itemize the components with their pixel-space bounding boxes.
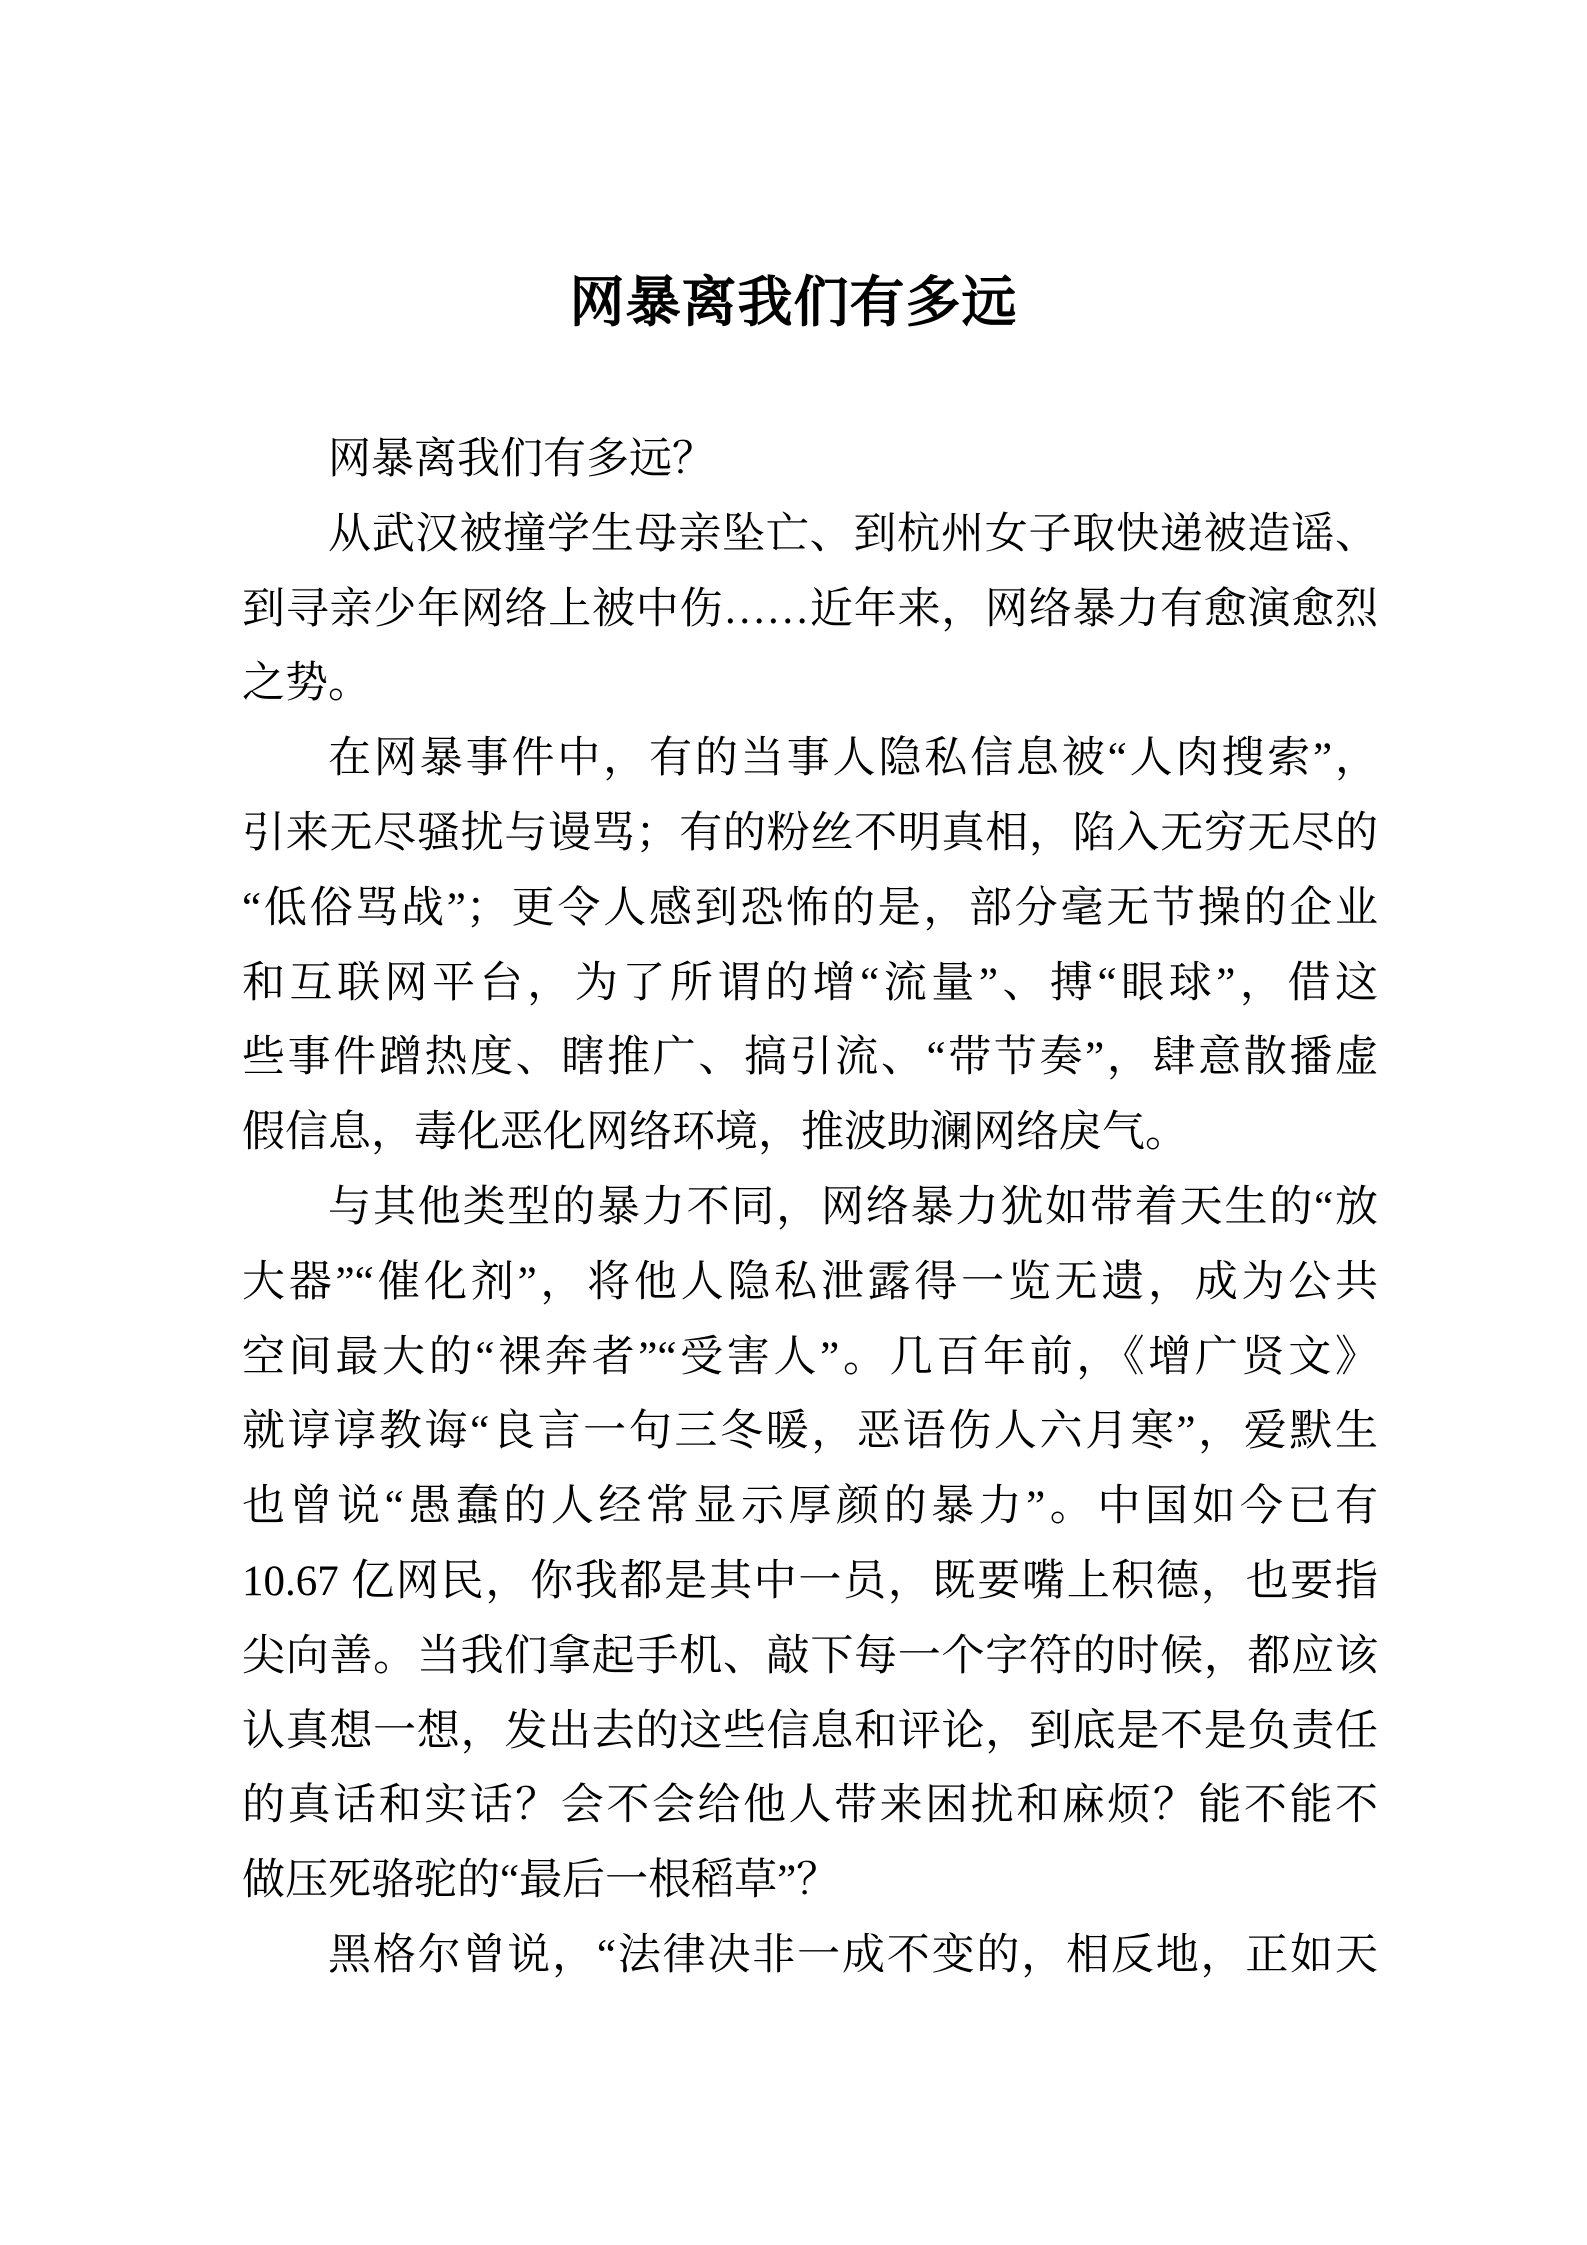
text-line: 尖向善。当我们拿起手机、敲下每一个字符的时候，都应该 [242,1632,1378,1680]
document-title: 网暴离我们有多远 [569,272,1018,333]
text-line: 到寻亲少年网络上被中伤……近年来，网络暴力有愈演愈烈 [242,585,1378,633]
text-line: 认真想一想，发出去的这些信息和评论，到底是不是负责任 [242,1707,1378,1755]
text-line: “低俗骂战”；更令人感到恐怖的是，部分毫无节操的企业 [242,884,1378,932]
text-line: 之势。 [242,660,371,708]
text-line: 黑格尔曾说，“法律决非一成不变的，相反地，正如天 [328,1931,1378,1979]
text-line: 做压死骆驼的“最后一根稻草”？ [242,1857,840,1905]
text-line: 引来无尽骚扰与谩骂；有的粉丝不明真相，陷入无穷无尽的 [242,809,1378,857]
text-line: 些事件蹭热度、瞎推广、搞引流、“带节奏”，肆意散播虚 [242,1034,1378,1082]
text-line: 和互联网平台，为了所谓的增“流量”、搏“眼球”，借这 [242,959,1378,1007]
document-body [242,423,1378,1994]
text-line: 在网暴事件中，有的当事人隐私信息被“人肉搜索”， [328,735,1378,783]
text-line: 空间最大的“裸奔者”“受害人”。几百年前，《增广贤文》 [242,1333,1378,1381]
text-line: 假信息，毒化恶化网络环境，推波助澜网络戾气。 [242,1109,1188,1157]
text-line: 从武汉被撞学生母亲坠亡、到杭州女子取快递被造谣、 [328,510,1378,558]
text-line: 网暴离我们有多远？ [328,436,715,483]
text-line: 也曾说“愚蠢的人经常显示厚颜的暴力”。中国如今已有 [242,1483,1378,1531]
text-line: 的真话和实话？会不会给他人带来困扰和麻烦？能不能不 [242,1782,1378,1830]
text-line: 10.67 亿网民，你我都是其中一员，既要嘴上积德，也要指 [242,1557,1378,1605]
text-line: 与其他类型的暴力不同，网络暴力犹如带着天生的“放 [328,1183,1378,1231]
text-line: 就谆谆教诲“良言一句三冬暖，恶语伤人六月寒”，爱默生 [242,1408,1378,1456]
text-line: 大器”“催化剂”，将他人隐私泄露得一览无遗，成为公共 [242,1258,1378,1306]
